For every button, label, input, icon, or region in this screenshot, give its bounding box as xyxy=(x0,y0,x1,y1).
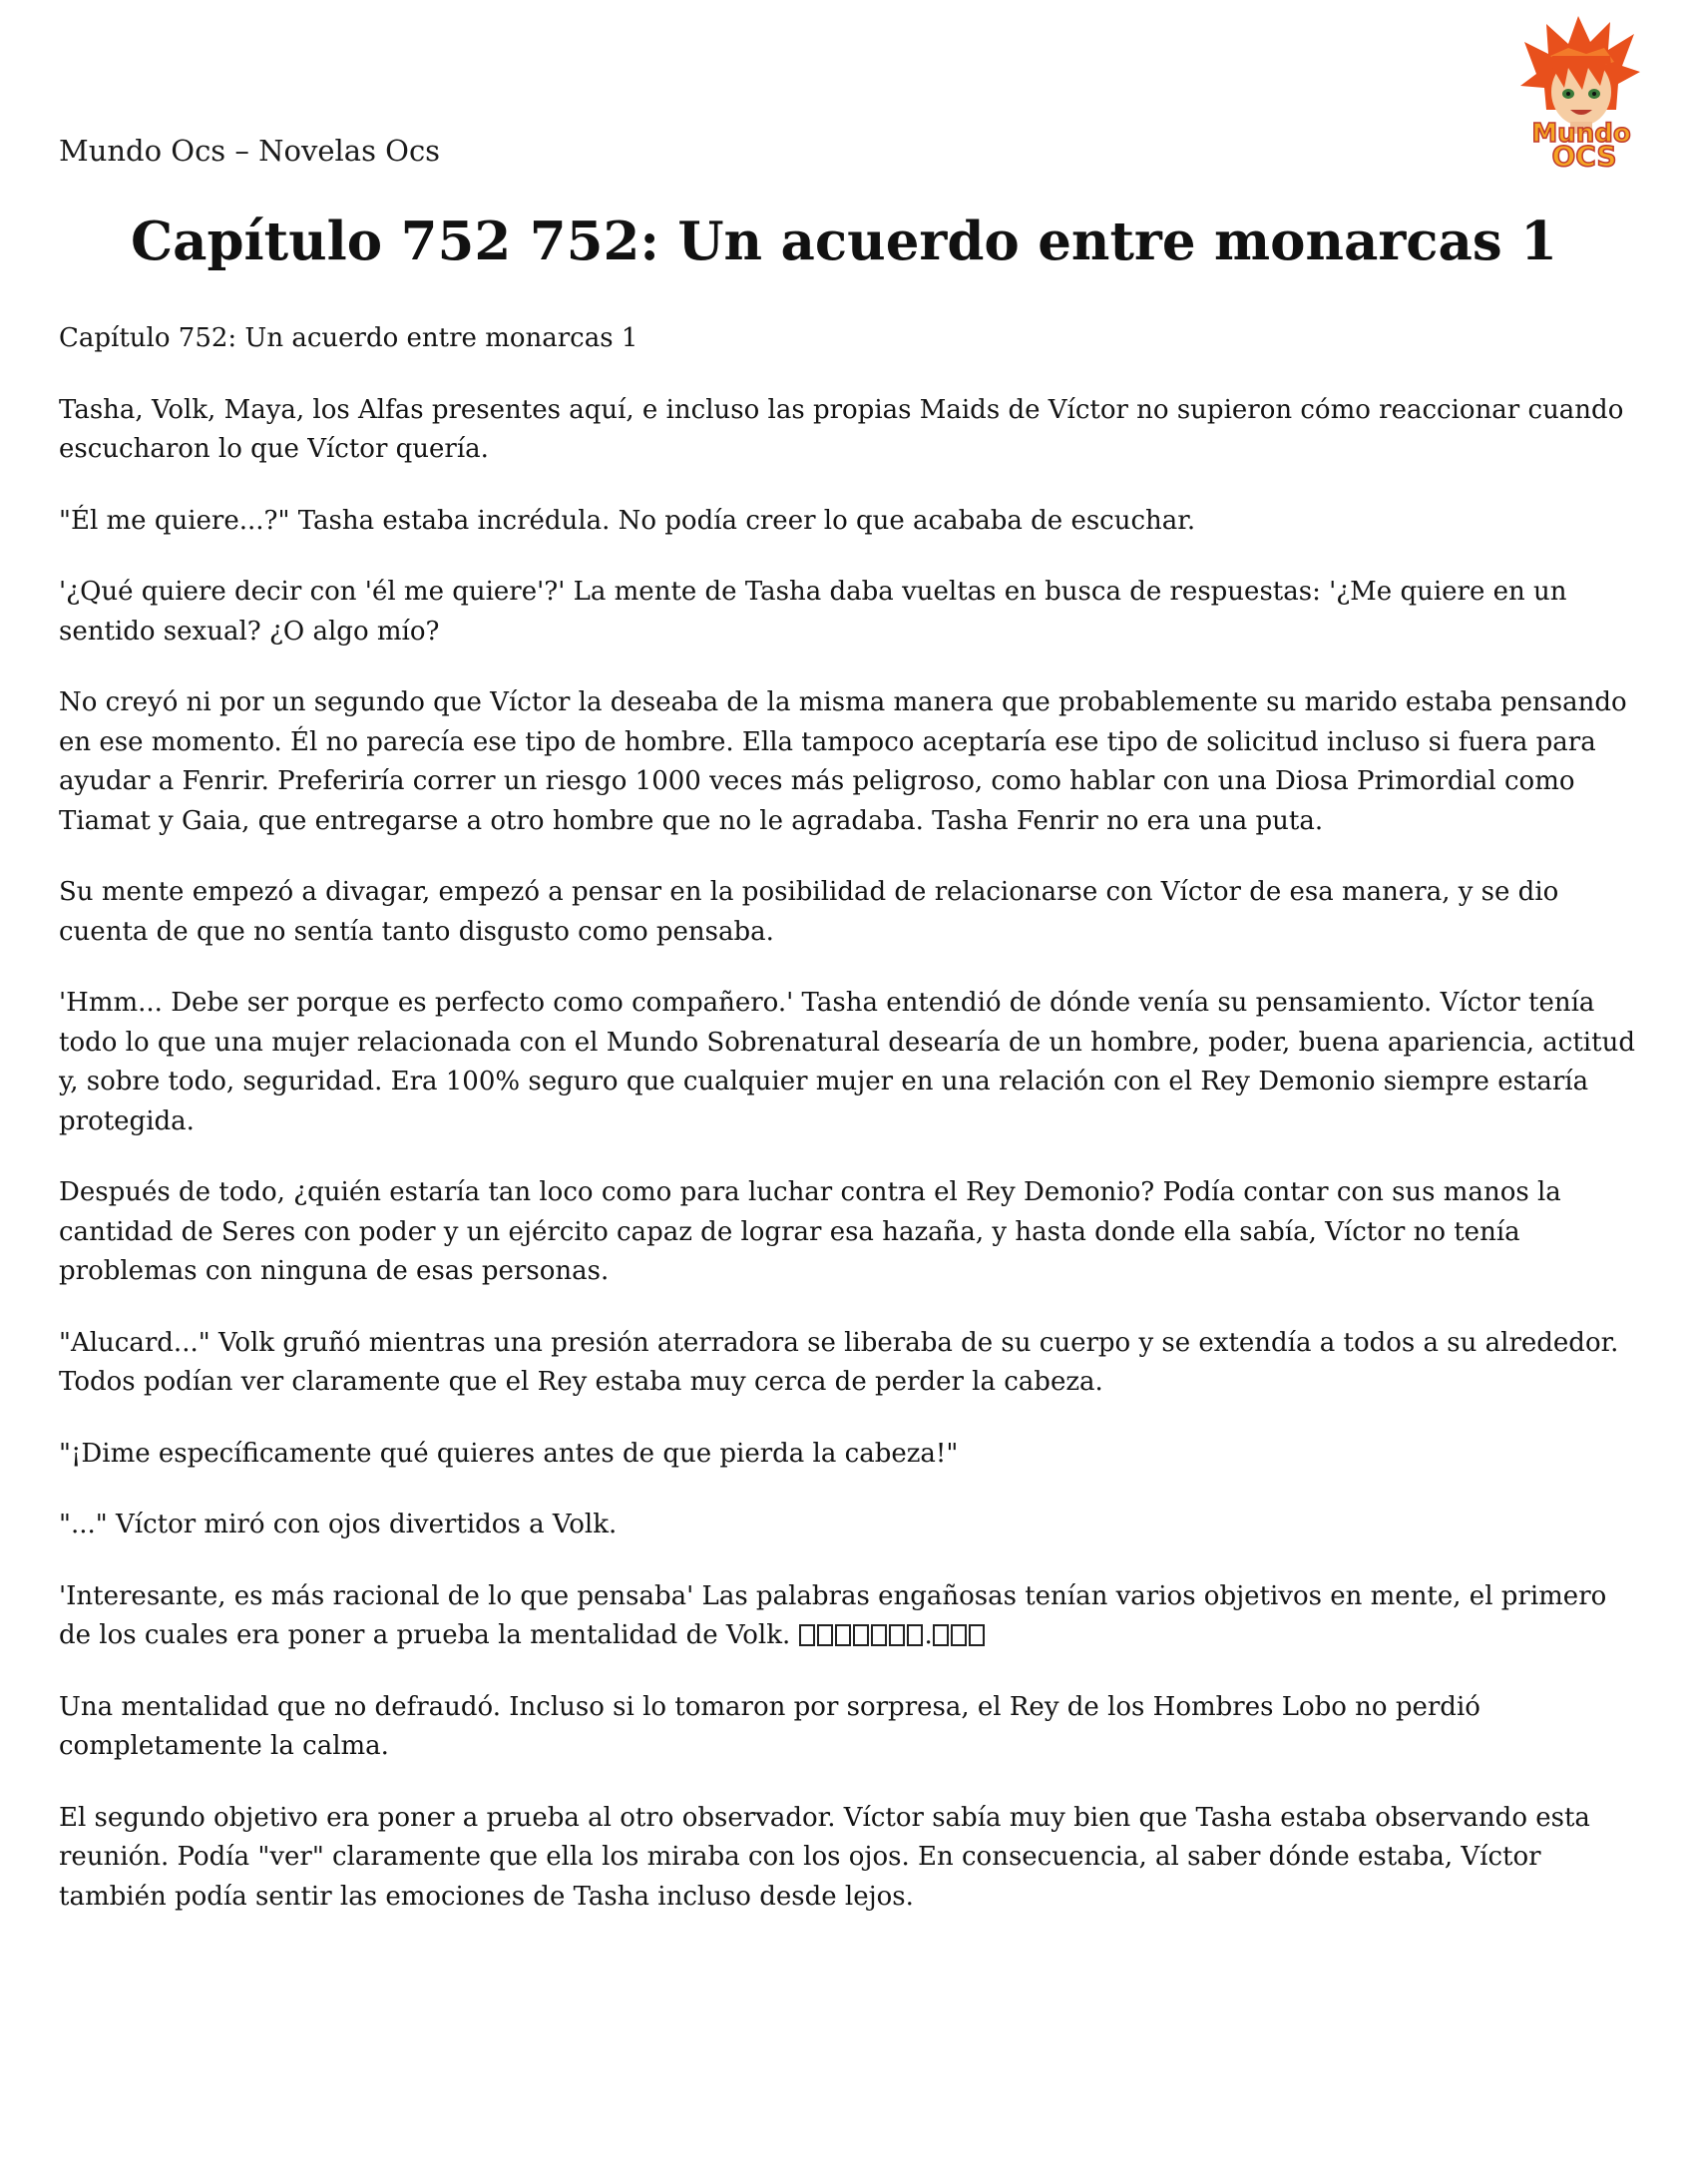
chapter-title: Capítulo 752 752: Un acuerdo entre monarcas 1 xyxy=(130,211,1558,272)
paragraph: Tasha, Volk, Maya, los Alfas presentes aquí, e incluso las propias Maids de Víctor no supieron cómo reaccionar cuando escucharon lo que Víctor quería. xyxy=(59,394,1624,464)
paragraph: "¡Dime específicamente qué quieres antes de que pierda la cabeza!" xyxy=(59,1438,959,1469)
paragraph: '¿Qué quiere decir con 'él me quiere'?' La mente de Tasha daba vueltas en busca de respuestas: '¿Me quiere en un sentido sexual? ¿O algo mío? xyxy=(59,577,1567,647)
paragraph: "Alucard..." Volk gruñó mientras una presión aterradora se liberaba de su cuerpo y se extendía a todos a su alrededor. Todos podían ver claramente que el Rey estaba muy cerca de perder la cabeza. xyxy=(59,1327,1619,1397)
logo-text-mundo: Mundo xyxy=(1531,119,1631,149)
site-header: Mundo Ocs – Novelas Ocs xyxy=(59,134,441,168)
logo-text-ocs: OCS xyxy=(1551,140,1617,173)
paragraph: No creyó ni por un segundo que Víctor la deseaba de la misma manera que probablemente su marido estaba pensando en ese momento. Él no parecía ese tipo de hombre. Ella tampoco aceptaría ese tipo de solicitud incluso si fuera para ayudar a Fenrir. Preferiría correr un riesgo 1000 veces más peligroso, como hablar con una Diosa Primordial como Tiamat y Gaia, que entregarse a otro hombre que no le agradaba. Tasha Fenrir no era una puta. xyxy=(59,687,1627,836)
paragraph: Una mentalidad que no defraudó. Incluso si lo tomaron por sorpresa, el Rey de los Hombres Lobo no perdió completamente la calma. xyxy=(59,1691,1480,1761)
paragraph-text: 'Interesante, es más racional de lo que pensaba' Las palabras engañosas tenían varios objetivos en mente, el primero de los cuales era poner a prueba la mentalidad de Volk. xyxy=(59,1580,1607,1650)
paragraph: El segundo objetivo era poner a prueba al otro observador. Víctor sabía muy bien que Tasha estaba observando esta reunión. Podía "ver" claramente que ella los miraba con los ojos. En consecuencia, al saber dónde estaba, Víctor también podía sentir las emociones de Tasha incluso desde lejos. xyxy=(59,1802,1590,1912)
paragraph: Su mente empezó a divagar, empezó a pensar en la posibilidad de relacionarse con Víctor de esa manera, y se dio cuenta de que no sentía tanto disgusto como pensaba. xyxy=(59,877,1559,947)
paragraph: Capítulo 752: Un acuerdo entre monarcas 1 xyxy=(59,323,638,353)
paragraph: "Él me quiere...?" Tasha estaba incrédula. No podía creer lo que acababa de escuchar. xyxy=(59,505,1196,536)
paragraph: "..." Víctor miró con ojos divertidos a Volk. xyxy=(59,1510,618,1539)
mundo-ocs-logo xyxy=(1506,14,1656,174)
missing-glyph-boxes: . xyxy=(799,1620,987,1650)
chapter-body xyxy=(59,319,1635,1949)
paragraph-with-missing-glyphs xyxy=(59,1577,1635,1656)
paragraph: Después de todo, ¿quién estaría tan loco como para luchar contra el Rey Demonio? Podía contar con sus manos la cantidad de Seres con poder y un ejército capaz de lograr esa hazaña, y hasta donde ella sabía, Víctor no tenía problemas con ninguna de esas personas. xyxy=(59,1177,1561,1286)
paragraph: 'Hmm... Debe ser porque es perfecto como compañero.' Tasha entendió de dónde venía su pensamiento. Víctor tenía todo lo que una mujer relacionada con el Mundo Sobrenatural desearía de un hombre, poder, buena apariencia, actitud y, sobre todo, seguridad. Era 100% seguro que cualquier mujer en una relación con el Rey Demonio siempre estaría protegida. xyxy=(59,988,1635,1136)
